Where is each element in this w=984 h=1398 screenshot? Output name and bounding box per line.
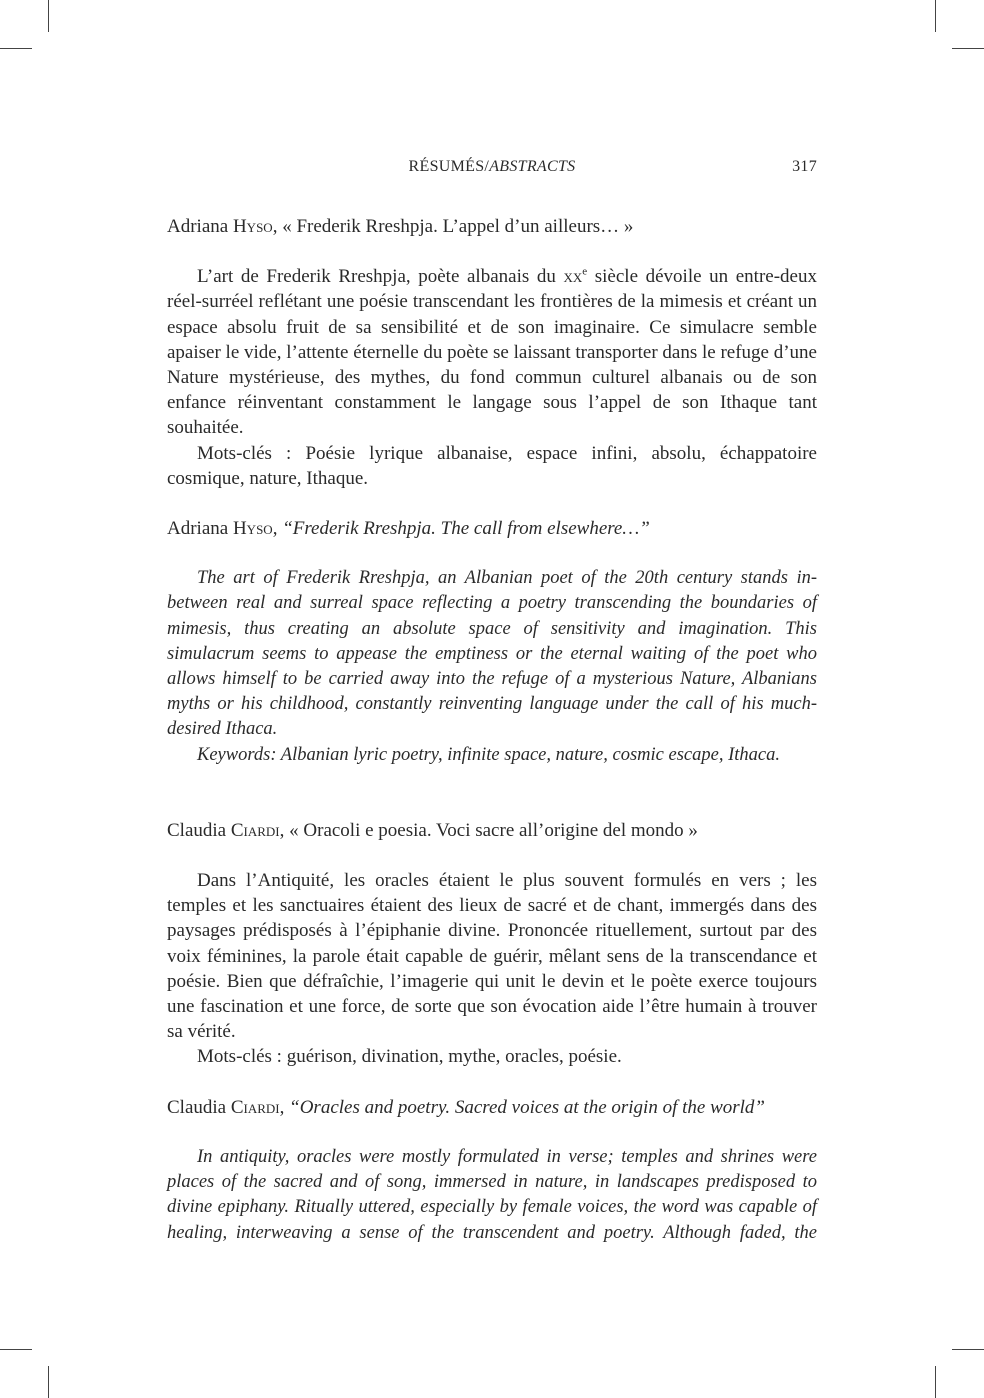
abstract-text-start: L’art de Frederik Rreshpja, poète albanais du [197, 266, 564, 288]
crop-mark-top-left-horizontal [0, 48, 32, 49]
abstract-text-end: siècle dévoile un entre-deux réel-surréel reflétant une poésie transcendant les frontières de la mimesis et créant un espace absolu fruit de sa sensibilité et de son imaginaire. Ce simulacre semble apaiser le vide, l’attente éternelle du poète se laissant transporter dans le refuge d’une Nature mystérieuse, des mythes, du fond commun culturel albanais ou de son enfance réinventant constamment le langage sous l’appel de son Ithaque tant souhaitée. [167, 266, 817, 439]
author-first-name: Claudia [167, 1096, 227, 1118]
century-numeral: xx [563, 266, 583, 288]
century-superscript: e [582, 265, 588, 278]
crop-mark-bottom-left-vertical [48, 1366, 49, 1398]
abstract-paragraph-fr [167, 264, 817, 440]
author-first-name: Adriana [167, 518, 229, 540]
crop-mark-top-right-horizontal [952, 48, 984, 49]
entry-title: « Oracoli e poesia. Voci sacre all’origine del mondo » [289, 819, 698, 841]
entry-title: « Frederik Rreshpja. L’appel d’un ailleurs… » [282, 216, 634, 237]
crop-mark-bottom-right-vertical [935, 1366, 936, 1398]
crop-mark-bottom-right-horizontal [952, 1349, 984, 1350]
crop-mark-top-right-vertical [935, 0, 936, 32]
crop-mark-bottom-left-horizontal [0, 1349, 32, 1350]
author-last-name: Hyso [232, 216, 273, 237]
entry-heading-hyso-en: Adriana Hyso, “Frederik Rreshpja. The call from elsewhere…” [167, 518, 650, 540]
entry-title: “Oracles and poetry. Sacred voices at the origin of the world” [289, 1096, 765, 1118]
running-head-title-roman: RÉSUMÉS/ [408, 158, 490, 175]
crop-mark-top-left-vertical [48, 0, 49, 32]
running-head [167, 158, 817, 180]
keywords-paragraph: Mots-clés : Poésie lyrique albanaise, espace infini, absolu, échappatoire cosmique, nature, Ithaque. [167, 442, 817, 489]
author-last-name: Hyso [232, 518, 273, 540]
entry-title: “Frederik Rreshpja. The call from elsewhere…” [282, 518, 650, 540]
author-last-name: Ciardi [230, 819, 280, 841]
author-first-name: Adriana [167, 216, 229, 237]
abstract-paragraph-en: The art of Frederik Rreshpja, an Albanian poet of the 20th century stands in-between real and surreal space reflecting a poetry transcending the boundaries of mimesis, thus creating an absolute space of sensitivity and imagination. This simulacrum seems to appease the emptiness or the eternal waiting of the poet who allows himself to be carried away into the refuge of a mysterious Nature, Albanians myths or his childhood, constantly reinventing language under the call of his much-desired Ithaca. [167, 568, 817, 740]
entry-heading-ciardi-en: Claudia Ciardi, “Oracles and poetry. Sacred voices at the origin of the world” [167, 1096, 765, 1118]
author-first-name: Claudia [167, 819, 227, 841]
running-head-title [167, 158, 817, 176]
entry-heading-hyso-fr: Adriana Hyso, « Frederik Rreshpja. L’appel d’un ailleurs… » [167, 216, 634, 237]
abstract-paragraph-en: In antiquity, oracles were mostly formulated in verse; temples and shrines were places of the sacred and of song, immersed in nature, in landscapes predisposed to divine epiphany. Ritually uttered, especially by female voices, the word was capable of healing, interweaving a sense of the transcendent and poetry. Although faded, the [167, 1146, 817, 1243]
keywords-paragraph: Mots-clés : guérison, divination, mythe, oracles, poésie. [197, 1046, 622, 1068]
page-number: 317 [792, 158, 817, 175]
entry-heading-ciardi-fr: Claudia Ciardi, « Oracoli e poesia. Voci sacre all’origine del mondo » [167, 819, 698, 841]
abstract-paragraph-fr: Dans l’Antiquité, les oracles étaient le plus souvent formulés en vers ; les temples et les sanctuaires étaient des lieux de sacré et de chant, immergés dans des paysages prédisposés à l’épiphanie divine. Prononcée rituellement, surtout par des voix féminines, la parole était capable de guérir, mêlant sens de la transcendance et poésie. Bien que défraîchie, l’imagerie qui unit le devin et le poète exerce toujours une fascination et une force, de sorte que son évocation aide l’être humain à trouver sa vérité. [167, 870, 817, 1043]
keywords-paragraph: Keywords: Albanian lyric poetry, infinite space, nature, cosmic escape, Ithaca. [197, 744, 780, 765]
running-head-title-italic: ABSTRACTS [489, 158, 576, 175]
author-last-name: Ciardi [230, 1096, 280, 1118]
page-content [167, 214, 817, 1246]
